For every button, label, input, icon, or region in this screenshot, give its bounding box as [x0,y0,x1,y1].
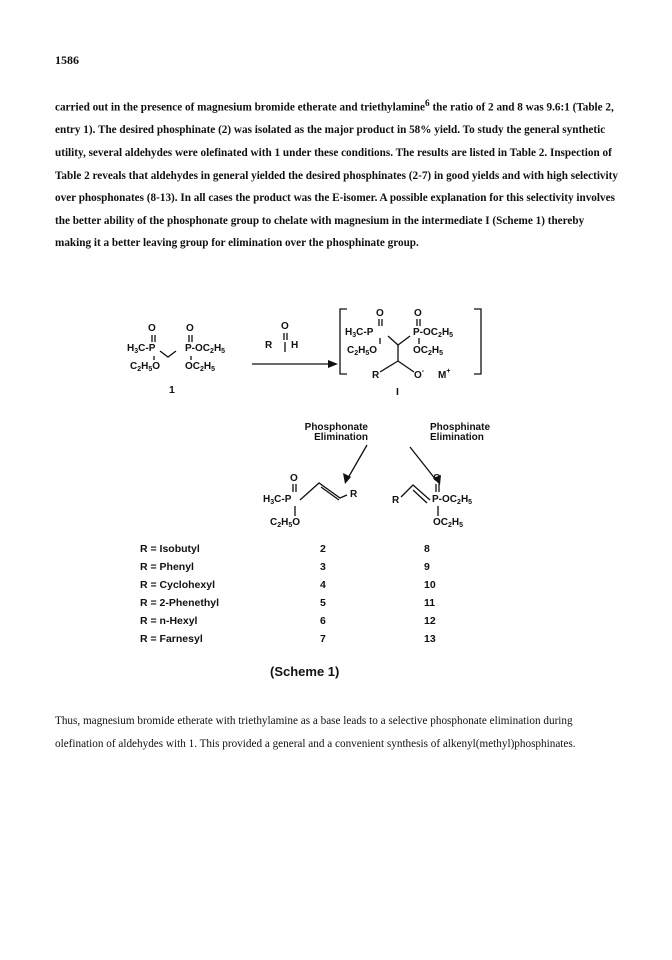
table-row [140,579,460,593]
bracket-left [340,309,347,374]
phosphonate-number: 9 [424,561,430,573]
page-number: 1586 [55,53,79,67]
aldehyde-oxygen: O [281,321,289,332]
paragraph-bottom: Thus, magnesium bromide etherate with triethylamine as a base leads to a selective phosphonate elimination during olefination of aldehydes with 1. This provided a general and a convenient synthesis of alkenyl(methyl)phosphinates. [55,715,576,750]
intermediate-methyl-p: $H_3C-P$ [345,327,374,339]
bond-p-ch2-p [160,351,176,357]
phosphinate-number: 7 [320,633,326,645]
reference-superscript: 6 [424,99,430,109]
phosphinate-number: 5 [320,597,326,609]
phosphonate-number: 13 [424,633,436,645]
phosphonate-number: 8 [424,543,430,555]
intermediate-p1-oxygen: O [376,308,384,319]
bond-prod1-vinyl [300,483,347,500]
reagent-label: 1 [169,384,175,396]
phosphonate-elimination-arrow [348,445,367,478]
phosphonate-elimination-label: Phosphonate Elimination [304,422,368,443]
intermediate-p-oethyl: $P-OC_2H_5$ [413,327,454,339]
reagent-ethoxy-right: $OC_2H_5$ [185,361,216,373]
intermediate-r: R [372,370,380,381]
product2-r: R [392,495,400,506]
phosphinate-elimination-label: Phosphinate Elimination [430,422,491,443]
phosphinate-number: 3 [320,561,326,573]
phosphinate-number: 2 [320,543,326,555]
bond-prod1-vinyl-double [321,487,339,500]
intermediate-alkoxide: O- [414,368,425,381]
product1-oxygen: O [290,473,298,484]
intermediate-label: I [396,386,399,398]
product2-ethoxy: $OC_2H_5$ [433,517,464,529]
substituent-label: R = n-Hexyl [140,615,198,627]
product1-r: R [350,489,358,500]
intermediate-metal: M+ [438,368,451,381]
product1-methyl-p: $H_3C-P$ [263,494,292,506]
table-row [140,561,460,575]
bond-int-r-c-o [380,361,414,372]
paragraph-top-part1: carried out in the presence of magnesium bromide etherate and triethylamine [55,101,425,114]
reagent-ethoxy-left: $C_2H_5O$ [130,361,161,373]
phosphinate-number: 6 [320,615,326,627]
phosphonate-number: 12 [424,615,436,627]
substituent-label: R = Farnesyl [140,633,203,645]
substituent-label: R = 2-Phenethyl [140,597,220,609]
scheme-caption: (Scheme 1) [270,664,340,679]
table-row [140,597,460,611]
phosphonate-number: 10 [424,579,436,591]
aldehyde-r: R [265,340,273,351]
bracket-right [474,309,481,374]
product2-p-oethyl: $P-OC_2H_5$ [432,494,473,506]
bond-int-ch-p [388,336,410,345]
paragraph-top-part2: the ratio of 2 and 8 was 9.6:1 (Table 2, entry 1). The desired phosphinate (2) was isolated as the major product in 58% yield. To study the general synthetic utility, several aldehydes were olefinated with 1 under these conditions. The results are listed in Table 2. Inspection of Table 2 reveals that aldehydes in general yielded the desired phosphinates (2-7) in good yields and with high selectivity over phosphonates (8-13). In all cases the product was the E-isomer. A possible explanation for this selectivity involves the better ability of the phosphonate group to chelate with magnesium in the intermediate I (Scheme 1) thereby making it a better leaving group for elimination over the phosphinate group. [55,101,618,250]
reagent-p2-oxygen: O [186,323,194,334]
table-row [140,615,460,629]
aldehyde-h: H [291,340,299,351]
reagent-p-oethyl: $P-OC_2H_5$ [185,343,226,355]
intermediate-ethoxy-left: $C_2H_5O$ [347,345,378,357]
reagent-p1-oxygen: O [148,323,156,334]
product1-ethoxy: $C_2H_5O$ [270,517,301,529]
intermediate-p2-oxygen: O [414,308,422,319]
reagent-methyl-p: $H_3C-P$ [127,343,156,355]
phosphinate-number: 4 [320,579,326,591]
reaction-arrow-head [328,360,338,368]
substituent-label: R = Phenyl [140,561,194,573]
phosphonate-number: 11 [424,597,436,609]
substituent-label: R = Isobutyl [140,543,200,555]
table-row [140,543,460,557]
intermediate-ethoxy-right: $OC_2H_5$ [413,345,444,357]
substituent-label: R = Cyclohexyl [140,579,215,591]
product2-oxygen: O [433,473,441,484]
table-row [140,633,460,647]
